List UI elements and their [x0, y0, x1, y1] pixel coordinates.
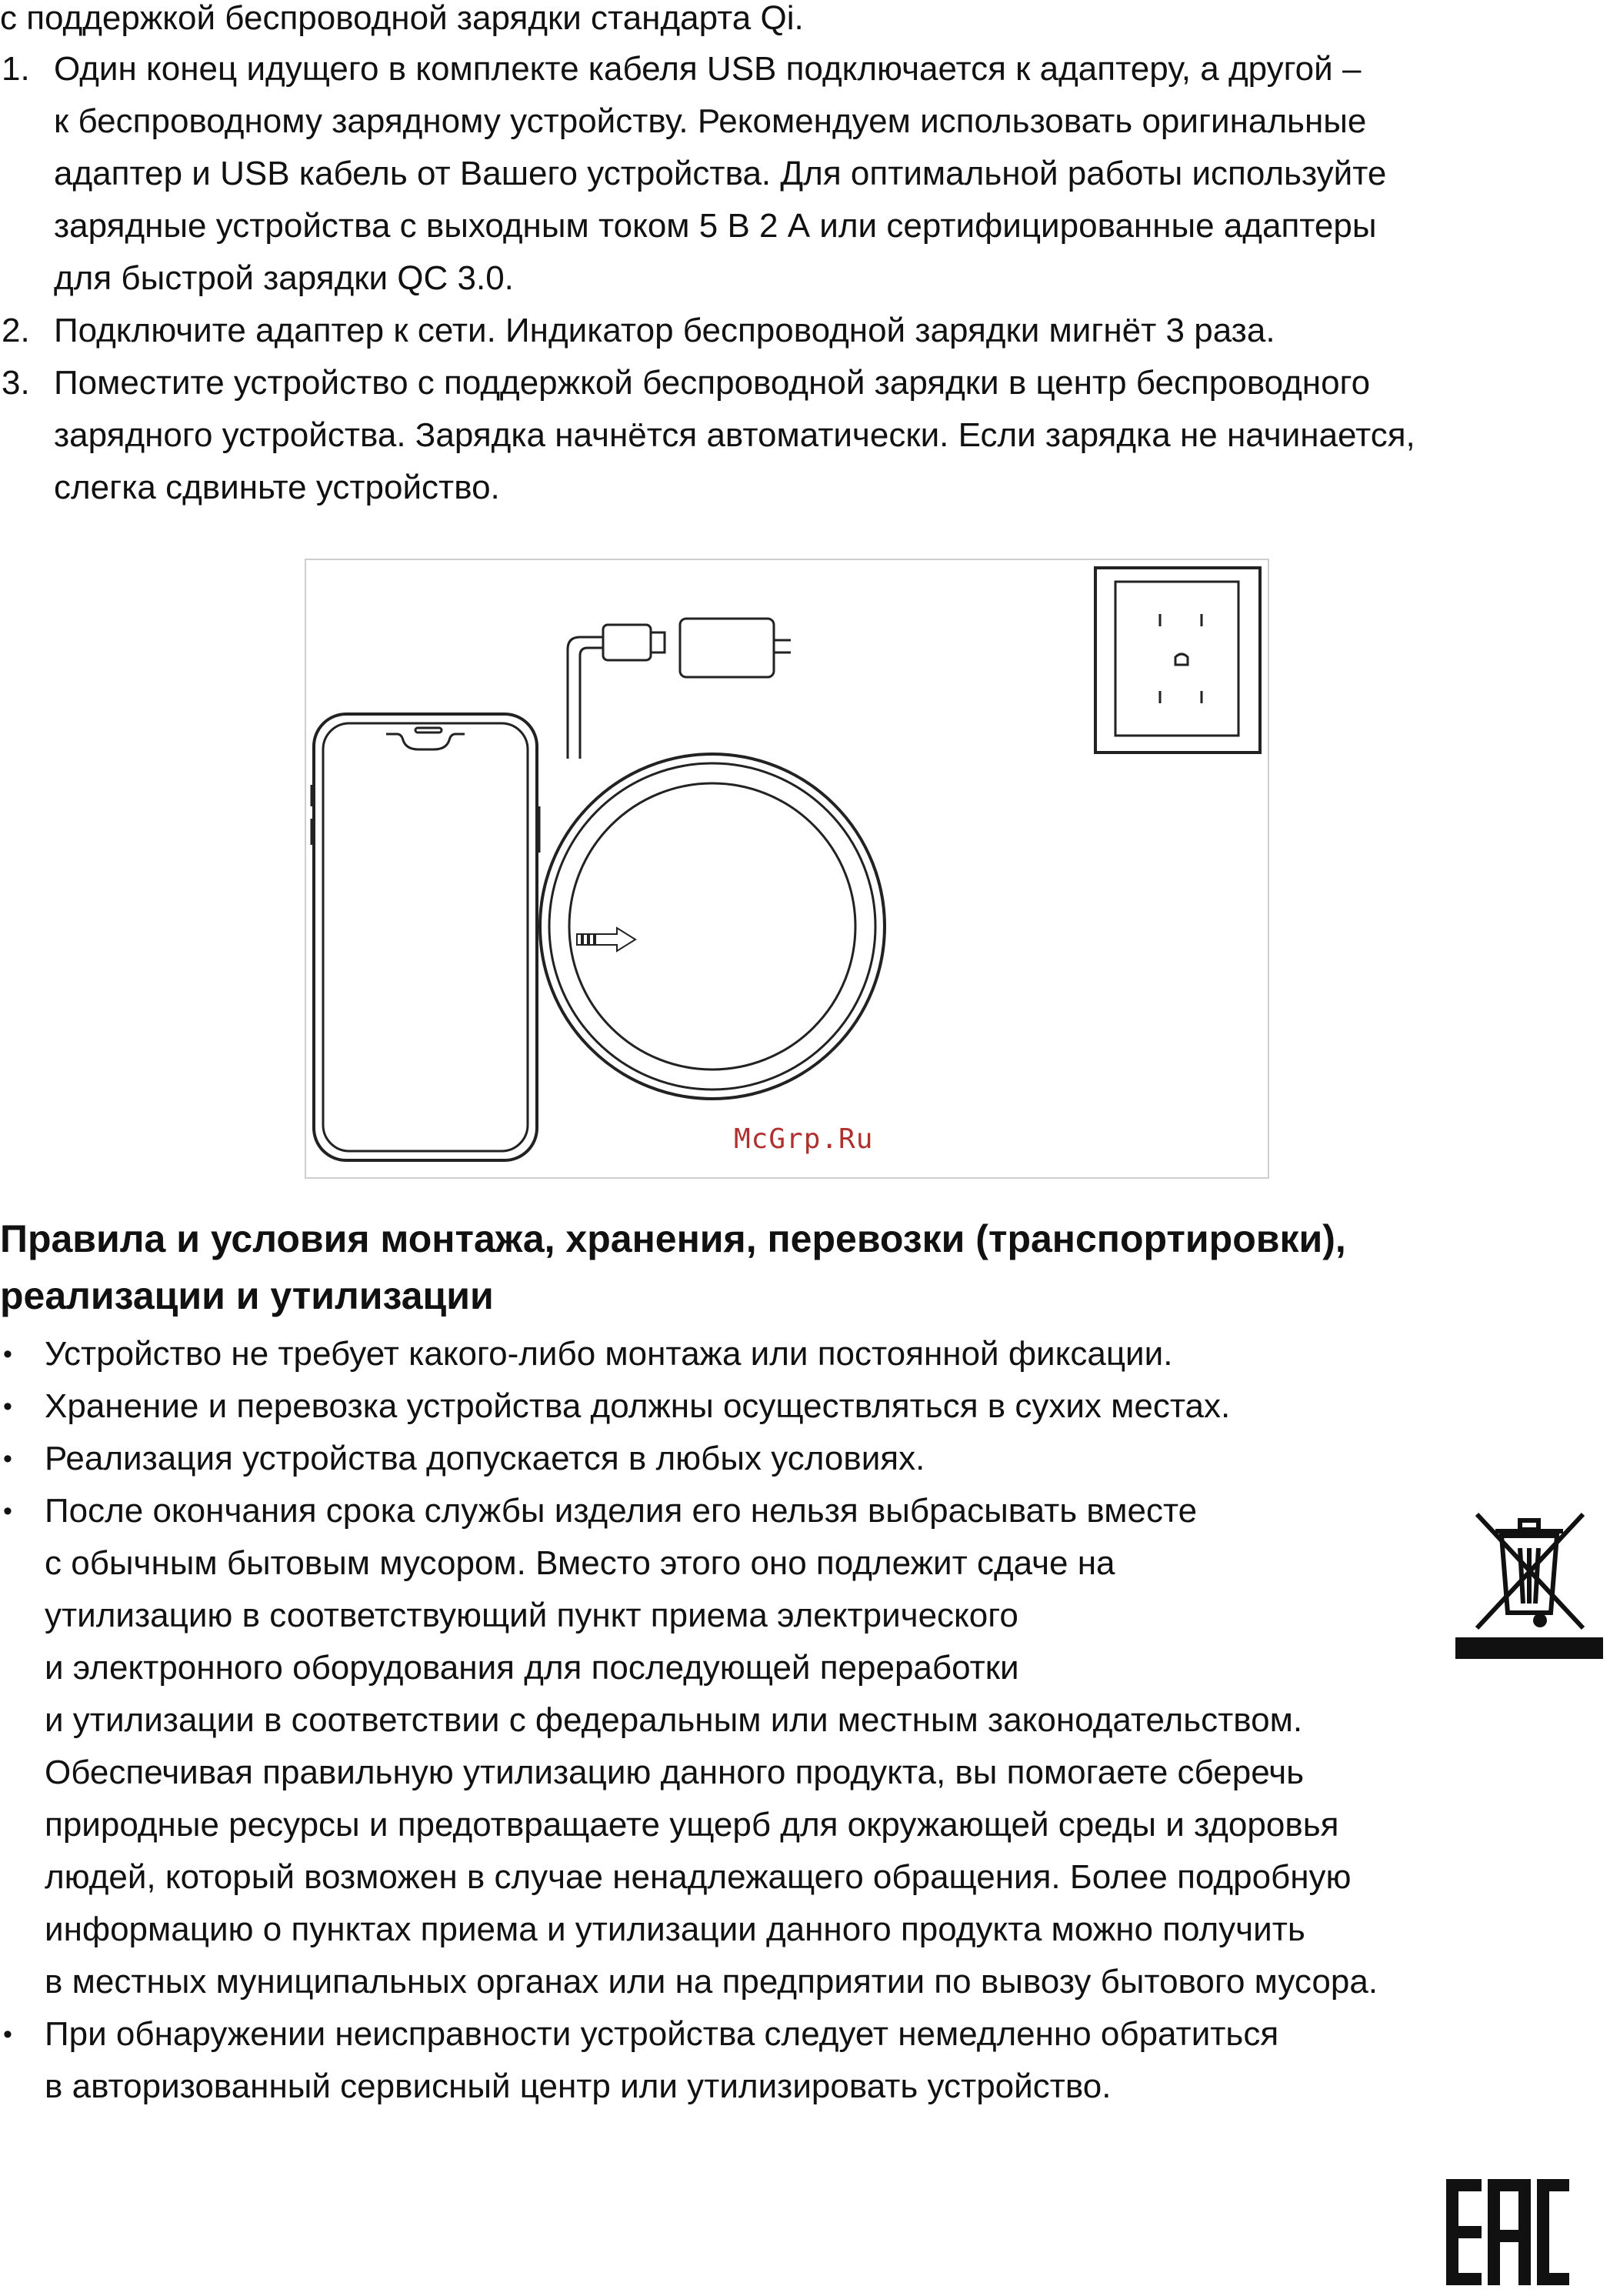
bullet-marker: •: [3, 1497, 12, 1526]
bullet-line: людей, который возможен в случае ненадлежащего обращения. Более подробную: [45, 1858, 1352, 1896]
illustration-svg: [306, 560, 1268, 1177]
step-1-line: Один конец идущего в комплекте кабеля USB подключается к адаптеру, а другой –: [54, 50, 1362, 88]
step-1-line: к беспроводному зарядному устройству. Рекомендуем использовать оригинальные: [54, 102, 1367, 140]
bullet-line: с обычным бытовым мусором. Вместо этого оно подлежит сдаче на: [45, 1544, 1115, 1582]
bullet-line: в авторизованный сервисный центр или утилизировать устройство.: [45, 2067, 1112, 2105]
bullet-line: и электронного оборудования для последующей переработки: [45, 1649, 1019, 1687]
intro-line: с поддержкой беспроводной зарядки стандарта Qi.: [0, 0, 804, 37]
charging-illustration: [305, 559, 1269, 1179]
watermark: McGrp.Ru: [734, 1123, 874, 1155]
bullet-line: Обеспечивая правильную утилизацию данного продукта, вы помогаете сберечь: [45, 1754, 1305, 1791]
arrow-right-icon: [577, 928, 635, 951]
bullet-marker: •: [3, 2020, 12, 2049]
bullet-line: природные ресурсы и предотвращаете ущерб для окружающей среды и здоровья: [45, 1806, 1339, 1844]
usb-cable-icon: [568, 625, 665, 759]
wireless-charger-icon: [540, 754, 885, 1099]
crossed-out-wheelie-bin-icon: [1455, 1500, 1603, 1659]
step-2-line: Подключите адаптер к сети. Индикатор беспроводной зарядки мигнёт 3 раза.: [54, 312, 1275, 349]
step-1-line: зарядные устройства с выходным током 5 В 2 А или сертифицированные адаптеры: [54, 207, 1377, 245]
bullet-line: и утилизации в соответствии с федеральным или местным законодательством.: [45, 1701, 1303, 1739]
bullet-line: утилизацию в соответствующий пункт приема электрического: [45, 1597, 1018, 1634]
bullet-line: После окончания срока службы изделия его нельзя выбрасывать вместе: [45, 1492, 1198, 1530]
bullet-line: Хранение и перевозка устройства должны осуществляться в сухих местах.: [45, 1387, 1231, 1425]
bullet-line: Реализация устройства допускается в любых условиях.: [45, 1440, 925, 1477]
bullet-line: в местных муниципальных органах или на предприятии по вывозу бытового мусора.: [45, 1963, 1378, 2001]
step-1-line: для быстрой зарядки QC 3.0.: [54, 259, 514, 297]
bullet-marker: •: [3, 1444, 12, 1473]
step-1-line: адаптер и USB кабель от Вашего устройства. Для оптимальной работы используйте: [54, 155, 1387, 192]
step-3-line: зарядного устройства. Зарядка начнётся автоматически. Если зарядка не начинается,: [54, 416, 1415, 454]
step-3-line: слегка сдвиньте устройство.: [54, 469, 500, 506]
step-number: 1.: [2, 50, 30, 88]
bullet-marker: •: [3, 1392, 12, 1421]
bullet-line: информацию о пунктах приема и утилизации данного продукта можно получить: [45, 1911, 1305, 1948]
power-adapter-icon: [680, 619, 791, 677]
step-3-line: Поместите устройство с поддержкой беспроводной зарядки в центр беспроводного: [54, 364, 1371, 402]
step-number: 2.: [2, 312, 30, 349]
wall-socket-icon: [1095, 568, 1260, 753]
section-heading: Правила и условия монтажа, хранения, перевозки (транспортировки),: [0, 1217, 1346, 1260]
bullet-line: Устройство не требует какого-либо монтажа или постоянной фиксации.: [45, 1335, 1173, 1373]
eac-mark-icon: [1446, 2179, 1569, 2285]
section-heading-line-2: реализации и утилизации: [0, 1274, 494, 1317]
bullet-marker: •: [3, 1340, 12, 1369]
bullet-line: При обнаружении неисправности устройства следует немедленно обратиться: [45, 2015, 1279, 2053]
step-number: 3.: [2, 364, 30, 402]
smartphone-icon: [312, 714, 539, 1160]
